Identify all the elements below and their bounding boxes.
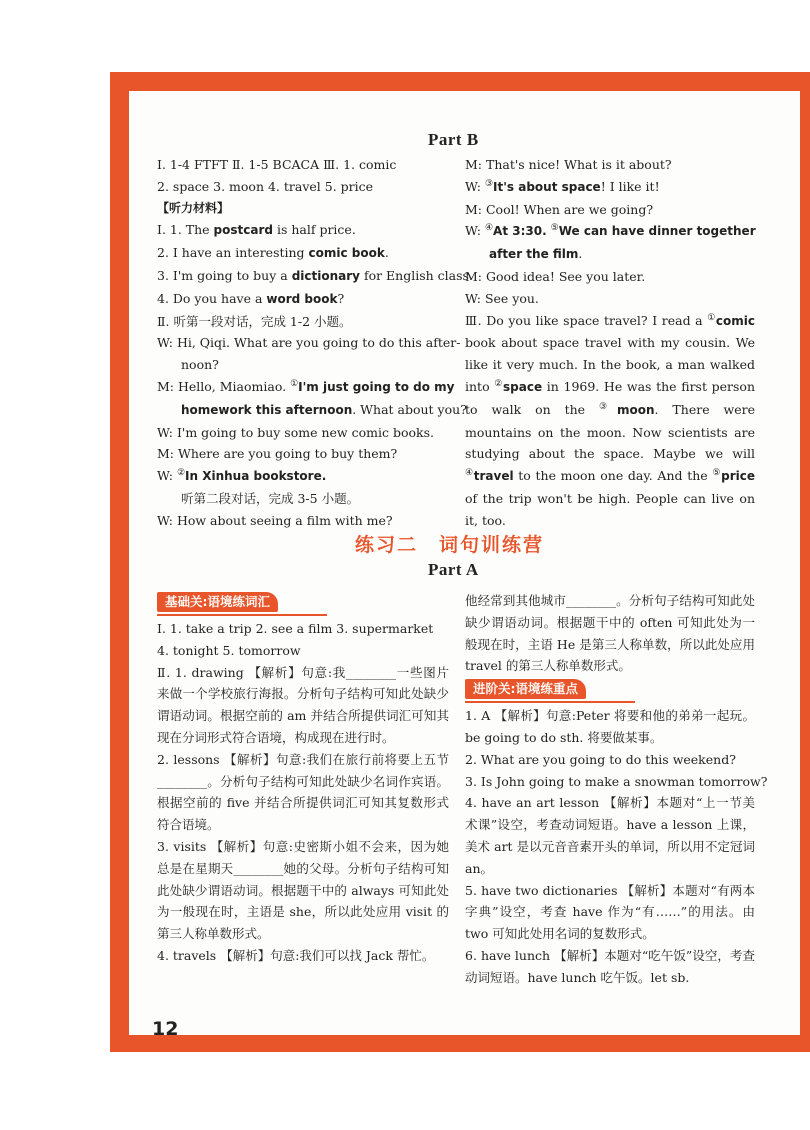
advanced-item-1: 1. A 【解析】句意:Peter 将要和他的弟弟一起玩。be going to do sth. 将要做某事。 bbox=[465, 708, 755, 745]
sentence-2: 2. I have an interesting comic book. bbox=[157, 245, 389, 261]
part-a-left-column bbox=[157, 590, 449, 967]
sentence-4: 4. Do you have a word book? bbox=[157, 290, 345, 306]
basic-item-1: Ⅱ. 1. drawing 【解析】句意:我________一些图片来做一个学校旅行海报。分析句子结构可知此处缺少谓语动词。根据空前的 am 并结合所提供词汇可知其现在分词形式符合语境，构成现在进行时。 bbox=[157, 664, 449, 745]
dialogue-1-w3: W: ②In Xinhua bookstore. bbox=[157, 468, 327, 484]
basic-answers-1: Ⅰ. 1. take a trip 2. see a film 3. supermarket bbox=[157, 621, 434, 636]
basic-answers-2: 4. tonight 5. tomorrow bbox=[157, 642, 301, 658]
part-a-title: Part A bbox=[428, 560, 479, 579]
dialogue-1-m1b: homework this afternoon. What about you? bbox=[181, 401, 467, 417]
dialogue-1-w1a: W: Hi, Qiqi. What are you going to do this after- bbox=[157, 335, 461, 351]
section-heading: 练习二 词句训练营 bbox=[355, 534, 545, 556]
advanced-item-5: 5. have two dictionaries 【解析】本题对“有两本字典”设空，考查 have 作为“有……”的用法。由 two 可知此处用名词的复数形式。 bbox=[465, 882, 755, 942]
dialogue-2-w3: W: ④At 3:30. ⑤We can have dinner together bbox=[465, 223, 756, 239]
part-b-left-column bbox=[157, 154, 473, 532]
dialogue-2-w1: W: How about seeing a film with me? bbox=[157, 512, 393, 528]
basic-item-4: 4. travels 【解析】句意:我们可以找 Jack 帮忙。 bbox=[157, 947, 435, 963]
basic-label-wrap bbox=[157, 590, 327, 616]
dialogue-1-intro: Ⅱ. 听第一段对话，完成 1-2 小题。 bbox=[157, 313, 352, 329]
dialogue-1-w1b: noon? bbox=[181, 357, 219, 373]
advanced-label-wrap bbox=[465, 677, 635, 703]
advanced-item-2: 2. What are you going to do this weekend? bbox=[465, 751, 736, 767]
advanced-item-4: 4. have an art lesson 【解析】本题对“上一节美术课”设空，考查动词短语。have a lesson 上课，美术 art 是以元音音素开头的单词，所以用不定冠词 an。 bbox=[465, 795, 755, 876]
basic-level-label: 基础关:语境练词汇 bbox=[157, 592, 278, 612]
advanced-item-6: 6. have lunch 【解析】本题对“吃午饭”设空，考查动词短语。have lunch 吃午饭。let sb. bbox=[465, 947, 755, 985]
dialogue-2-m1: M: That's nice! What is it about? bbox=[465, 157, 672, 172]
page-number: 12 bbox=[152, 1018, 179, 1040]
sentence-1: Ⅰ. 1. The postcard is half price. bbox=[157, 222, 356, 238]
basic-item-4-cont: 他经常到其他城市________。分析句子结构可知此处缺少谓语动词。根据题干中的 often 可知此处为一般现在时，主语 He 是第三人称单数，所以此处应用 travel 的第三人称单数形式。 bbox=[465, 593, 755, 674]
answers-line-1: Ⅰ. 1-4 FTFT Ⅱ. 1-5 BCACA Ⅲ. 1. comic bbox=[157, 157, 397, 172]
dialogue-1-m1a: M: Hello, Miaomiao. ①I'm just going to do my bbox=[157, 378, 455, 394]
basic-item-2: 2. lessons 【解析】句意:我们在旅行前将要上五节________。分析句子结构可知此处缺少名词作宾语。根据空前的 five 并结合所提供词汇可知其复数形式符合语境。 bbox=[157, 751, 449, 833]
answers-line-2: 2. space 3. moon 4. travel 5. price bbox=[157, 178, 374, 194]
dialogue-2-w2: W: ③It's about space! I like it! bbox=[465, 178, 660, 194]
advanced-level-label: 进阶关:语境练重点 bbox=[465, 679, 586, 699]
dialogue-2-w4: W: See you. bbox=[465, 290, 539, 306]
dialogue-2-m2: M: Cool! When are we going? bbox=[465, 201, 654, 217]
dialogue-2-m3: M: Good idea! See you later. bbox=[465, 268, 646, 284]
sentence-3: 3. I'm going to buy a dictionary for English class. bbox=[157, 267, 473, 283]
advanced-item-3: 3. Is John going to make a snowman tomorrow? bbox=[465, 773, 768, 789]
listening-material-label: 【听力材料】 bbox=[157, 200, 230, 215]
part-b-right-column bbox=[465, 154, 755, 532]
dialogue-1-m2: M: Where are you going to buy them? bbox=[157, 446, 398, 462]
dialogue-1-w2: W: I'm going to buy some new comic books. bbox=[157, 424, 434, 440]
passage-text: Ⅲ. Do you like space travel? I read a ①comic book about space travel with my cousin. We like it very much. In the book, a man walked into ②space in 1969. He was the first person to walk on the ③moon. There were mountains on the moon. Now scientists are studying about the space. Maybe we will ④travel to the moon one day. And the ⑤price of the trip won't be high. People can live on it, too. bbox=[465, 312, 756, 528]
basic-item-3: 3. visits 【解析】句意:史密斯小姐不会来，因为她总是在星期天________她的父母。分析句子结构可知此处缺少谓语动词。根据题干中的 always 可知此处为一般现在时，主语是 she，所以此处应用 visit 的第三人称单数形式。 bbox=[157, 838, 449, 942]
part-a-right-column bbox=[465, 590, 768, 989]
part-b-title: Part B bbox=[428, 130, 479, 149]
dialogue-2-w3-cont: after the film. bbox=[489, 246, 583, 262]
dialogue-2-intro: 听第二段对话，完成 3-5 小题。 bbox=[181, 490, 360, 506]
